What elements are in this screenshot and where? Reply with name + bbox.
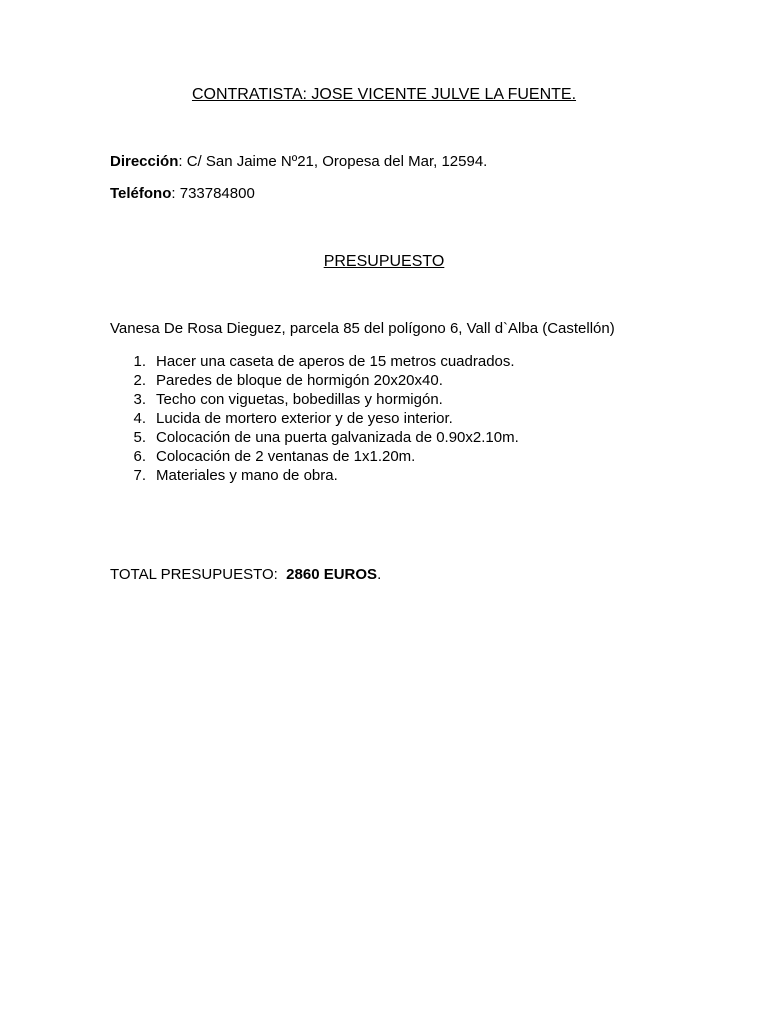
item-text: Colocación de 2 ventanas de 1x1.20m. [156, 448, 416, 465]
list-item [110, 371, 519, 390]
total-suffix: . [377, 566, 382, 583]
total-label: TOTAL PRESUPUESTO: [110, 566, 278, 583]
item-text: Techo con viguetas, bobedillas y hormigón. [156, 391, 443, 408]
address-line [110, 153, 487, 170]
item-text: Lucida de mortero exterior y de yeso interior. [156, 410, 453, 427]
item-number: 7. [133, 467, 146, 484]
item-number: 3. [133, 391, 146, 408]
list-item [110, 447, 519, 466]
total-line [110, 566, 381, 583]
list-item [110, 466, 519, 485]
phone-line [110, 185, 255, 202]
phone-label: Teléfono [110, 185, 172, 202]
address-value: : C/ San Jaime Nº21, Oropesa del Mar, 12594. [178, 153, 488, 170]
list-item [110, 428, 519, 447]
contractor-heading: CONTRATISTA: JOSE VICENTE JULVE LA FUENTE. [191, 86, 577, 103]
item-number: 5. [133, 429, 146, 446]
item-text: Colocación de una puerta galvanizada de 0.90x2.10m. [156, 429, 519, 446]
budget-items-list [110, 352, 519, 485]
item-text: Paredes de bloque de hormigón 20x20x40. [156, 372, 443, 389]
budget-title: PRESUPUESTO [323, 253, 445, 270]
list-item [110, 352, 519, 371]
item-number: 6. [133, 448, 146, 465]
item-text: Hacer una caseta de aperos de 15 metros cuadrados. [156, 353, 515, 370]
phone-value: : 733784800 [171, 185, 255, 202]
item-number: 1. [133, 353, 146, 370]
client-line: Vanesa De Rosa Dieguez, parcela 85 del polígono 6, Vall d`Alba (Castellón) [110, 320, 615, 337]
list-item [110, 390, 519, 409]
address-label: Dirección [110, 153, 179, 170]
item-number: 2. [133, 372, 146, 389]
total-value: 2860 EUROS [286, 566, 378, 583]
item-text: Materiales y mano de obra. [156, 467, 338, 484]
item-number: 4. [133, 410, 146, 427]
list-item [110, 409, 519, 428]
